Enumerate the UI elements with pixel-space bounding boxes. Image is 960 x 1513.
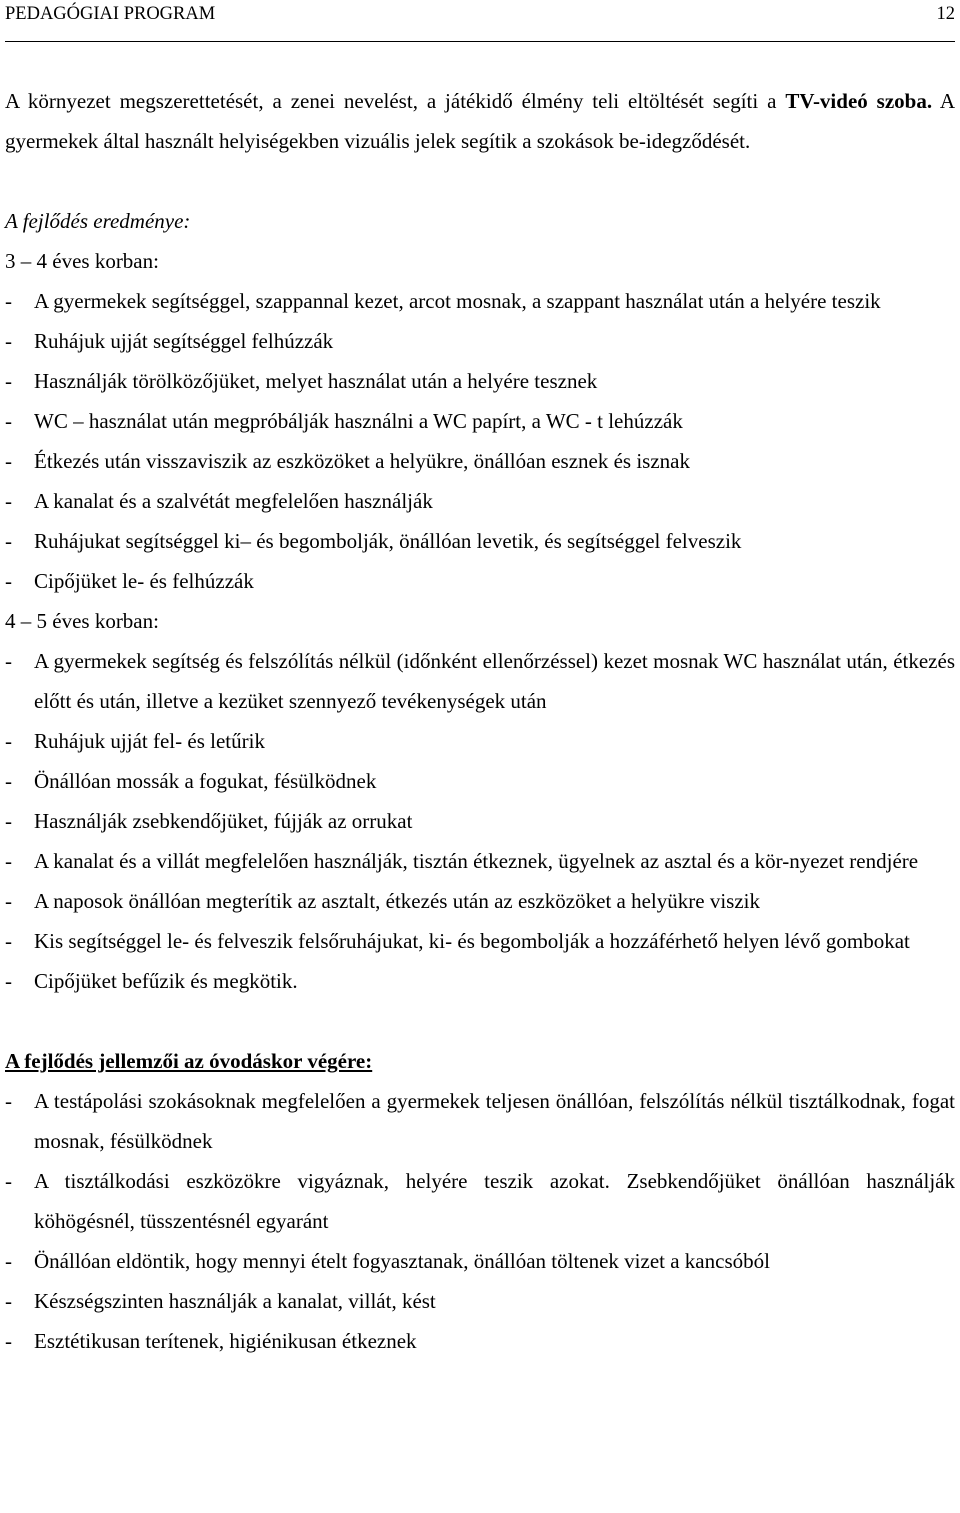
list-item: - WC – használat után megpróbálják használni a WC papírt, a WC - t lehúzzák xyxy=(5,401,955,441)
list-item: - Önállóan mossák a fogukat, fésülködnek xyxy=(5,761,955,801)
list-age-3-4 xyxy=(5,281,955,601)
list-age-4-5 xyxy=(5,641,955,1001)
list-item: - A kanalat és a villát megfelelően használják, tisztán étkeznek, ügyelnek az asztal és a kör-nyezet rendjére xyxy=(5,841,955,881)
intro-text-before: A környezet megszerettetését, a zenei nevelést, a játékidő élmény teli eltöltését segíti a xyxy=(5,89,786,113)
section-heading-characteristics: A fejlődés jellemzői az óvodáskor végére: xyxy=(5,1049,373,1073)
list-item: - A testápolási szokásoknak megfelelően a gyermekek teljesen önállóan, felszólítás nélkül tisztálkodnak, fogat mosnak, fésülködnek xyxy=(5,1081,955,1161)
spacer xyxy=(5,161,955,201)
intro-paragraph xyxy=(5,81,955,161)
list-item: - Ruhájuk ujját fel- és letűrik xyxy=(5,721,955,761)
list-item: - Esztétikusan terítenek, higiénikusan étkeznek xyxy=(5,1321,955,1361)
list-item: - Használják zsebkendőjüket, fújják az orrukat xyxy=(5,801,955,841)
age-label-4-5: 4 – 5 éves korban: xyxy=(5,609,159,633)
list-item: - Ruhájuk ujját segítséggel felhúzzák xyxy=(5,321,955,361)
intro-bold-room: TV-videó szoba. xyxy=(785,89,933,113)
page-number: 12 xyxy=(936,4,955,24)
age-label-3-4: 3 – 4 éves korban: xyxy=(5,249,159,273)
list-characteristics xyxy=(5,1081,955,1361)
page-header xyxy=(5,2,955,26)
header-rule xyxy=(5,41,955,42)
list-item: - Cipőjüket befűzik és megkötik. xyxy=(5,961,955,1001)
document-body xyxy=(5,81,955,1361)
list-item: - Használják törölközőjüket, melyet használat után a helyére tesznek xyxy=(5,361,955,401)
section-heading-results: A fejlődés eredménye: xyxy=(5,209,191,233)
list-item: - Önállóan eldöntik, hogy mennyi ételt fogyasztanak, önállóan töltenek vizet a kancsóból xyxy=(5,1241,955,1281)
spacer xyxy=(5,1001,955,1041)
list-item: - Cipőjüket le- és felhúzzák xyxy=(5,561,955,601)
list-item: - A tisztálkodási eszközökre vigyáznak, helyére teszik azokat. Zsebkendőjüket önállóan használják köhögésnél, tüsszentésnél egyaránt xyxy=(5,1161,955,1241)
document-title: PEDAGÓGIAI PROGRAM xyxy=(5,4,216,24)
list-item: - Kis segítséggel le- és felveszik felsőruhájukat, ki- és begombolják a hozzáférhető helyen lévő gombokat xyxy=(5,921,955,961)
list-item: - A naposok önállóan megterítik az asztalt, étkezés után az eszközöket a helyükre viszik xyxy=(5,881,955,921)
list-item: - A kanalat és a szalvétát megfelelően használják xyxy=(5,481,955,521)
list-item: - A gyermekek segítséggel, szappannal kezet, arcot mosnak, a szappant használat után a helyére teszik xyxy=(5,281,955,321)
list-item: - A gyermekek segítség és felszólítás nélkül (időnként ellenőrzéssel) kezet mosnak WC használat után, étkezés előtt és után, illetve a kezüket szennyező tevékenységek után xyxy=(5,641,955,721)
intro-text-after: A gyermekek által használt helyiségekben vizuális jelek segítik a szokások be-idegződését. xyxy=(5,89,955,153)
list-item: - Étkezés után visszaviszik az eszközöket a helyükre, önállóan esznek és isznak xyxy=(5,441,955,481)
list-item: - Ruhájukat segítséggel ki– és begombolják, önállóan levetik, és segítséggel felveszik xyxy=(5,521,955,561)
list-item: - Készségszinten használják a kanalat, villát, kést xyxy=(5,1281,955,1321)
